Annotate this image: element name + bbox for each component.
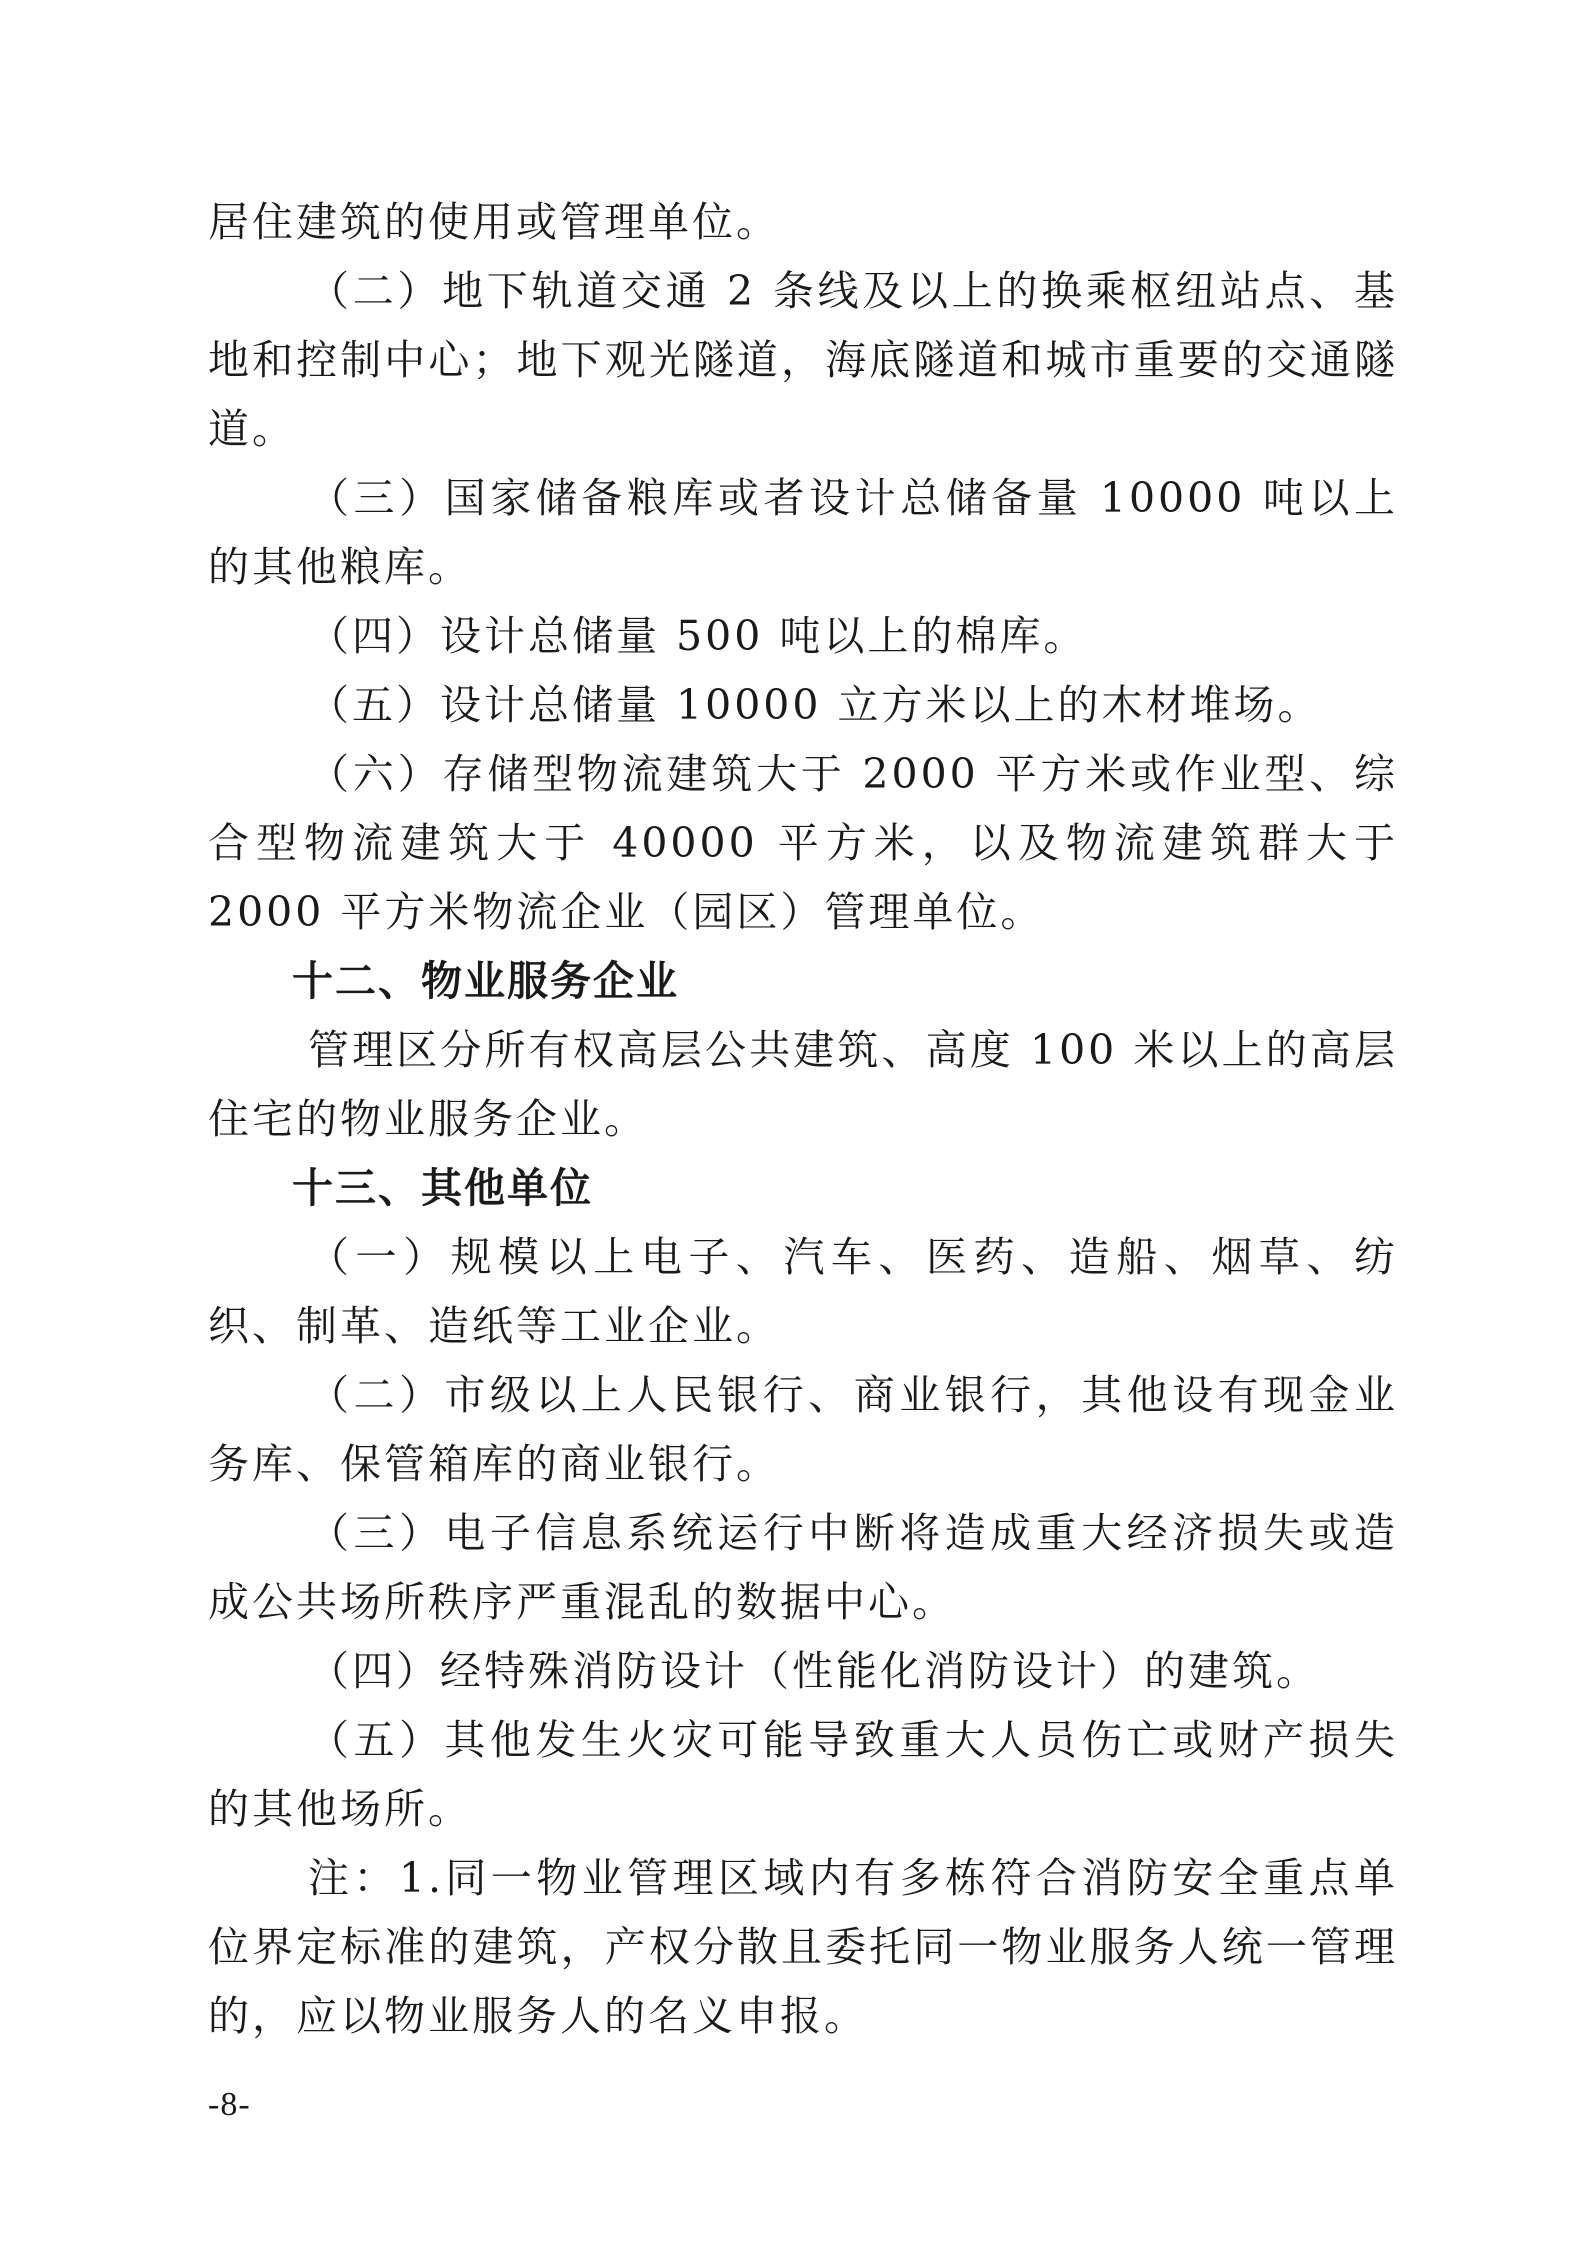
paragraph: （六）存储型物流建筑大于 2000 平方米或作业型、综合型物流建筑大于 40000 平方米，以及物流建筑群大于 2000 平方米物流企业（园区）管理单位。 <box>208 750 1398 936</box>
section-heading: 十三、其他单位 <box>292 1164 593 1212</box>
document-body <box>208 188 1398 2051</box>
paragraph: （一）规模以上电子、汽车、医药、造船、烟草、纺织、制革、造纸等工业企业。 <box>208 1233 1398 1350</box>
paragraph: 居住建筑的使用或管理单位。 <box>208 198 780 246</box>
page-number: -8- <box>208 2086 251 2123</box>
paragraph: （二）地下轨道交通 2 条线及以上的换乘枢纽站点、基地和控制中心；地下观光隧道，海底隧道和城市重要的交通隧道。 <box>208 267 1398 453</box>
paragraph: （五）其他发生火灾可能导致重大人员伤亡或财产损失的其他场所。 <box>208 1716 1398 1833</box>
paragraph: （四）经特殊消防设计（性能化消防设计）的建筑。 <box>308 1647 1320 1695</box>
paragraph: （二）市级以上人民银行、商业银行，其他设有现金业务库、保管箱库的商业银行。 <box>208 1371 1398 1488</box>
paragraph: （五）设计总储量 10000 立方米以上的木材堆场。 <box>308 681 1322 729</box>
section-heading: 十二、物业服务企业 <box>292 957 679 1005</box>
paragraph: 管理区分所有权高层公共建筑、高度 100 米以上的高层住宅的物业服务企业。 <box>208 1026 1398 1143</box>
paragraph: （三）国家储备粮库或者设计总储备量 10000 吨以上的其他粮库。 <box>208 474 1398 591</box>
paragraph: （四）设计总储量 500 吨以上的棉库。 <box>308 612 1088 660</box>
note-paragraph: 注：1.同一物业管理区域内有多栋符合消防安全重点单位界定标准的建筑，产权分散且委托同一物业服务人统一管理的，应以物业服务人的名义申报。 <box>208 1854 1398 2040</box>
paragraph: （三）电子信息系统运行中断将造成重大经济损失或造成公共场所秩序严重混乱的数据中心。 <box>208 1509 1398 1626</box>
